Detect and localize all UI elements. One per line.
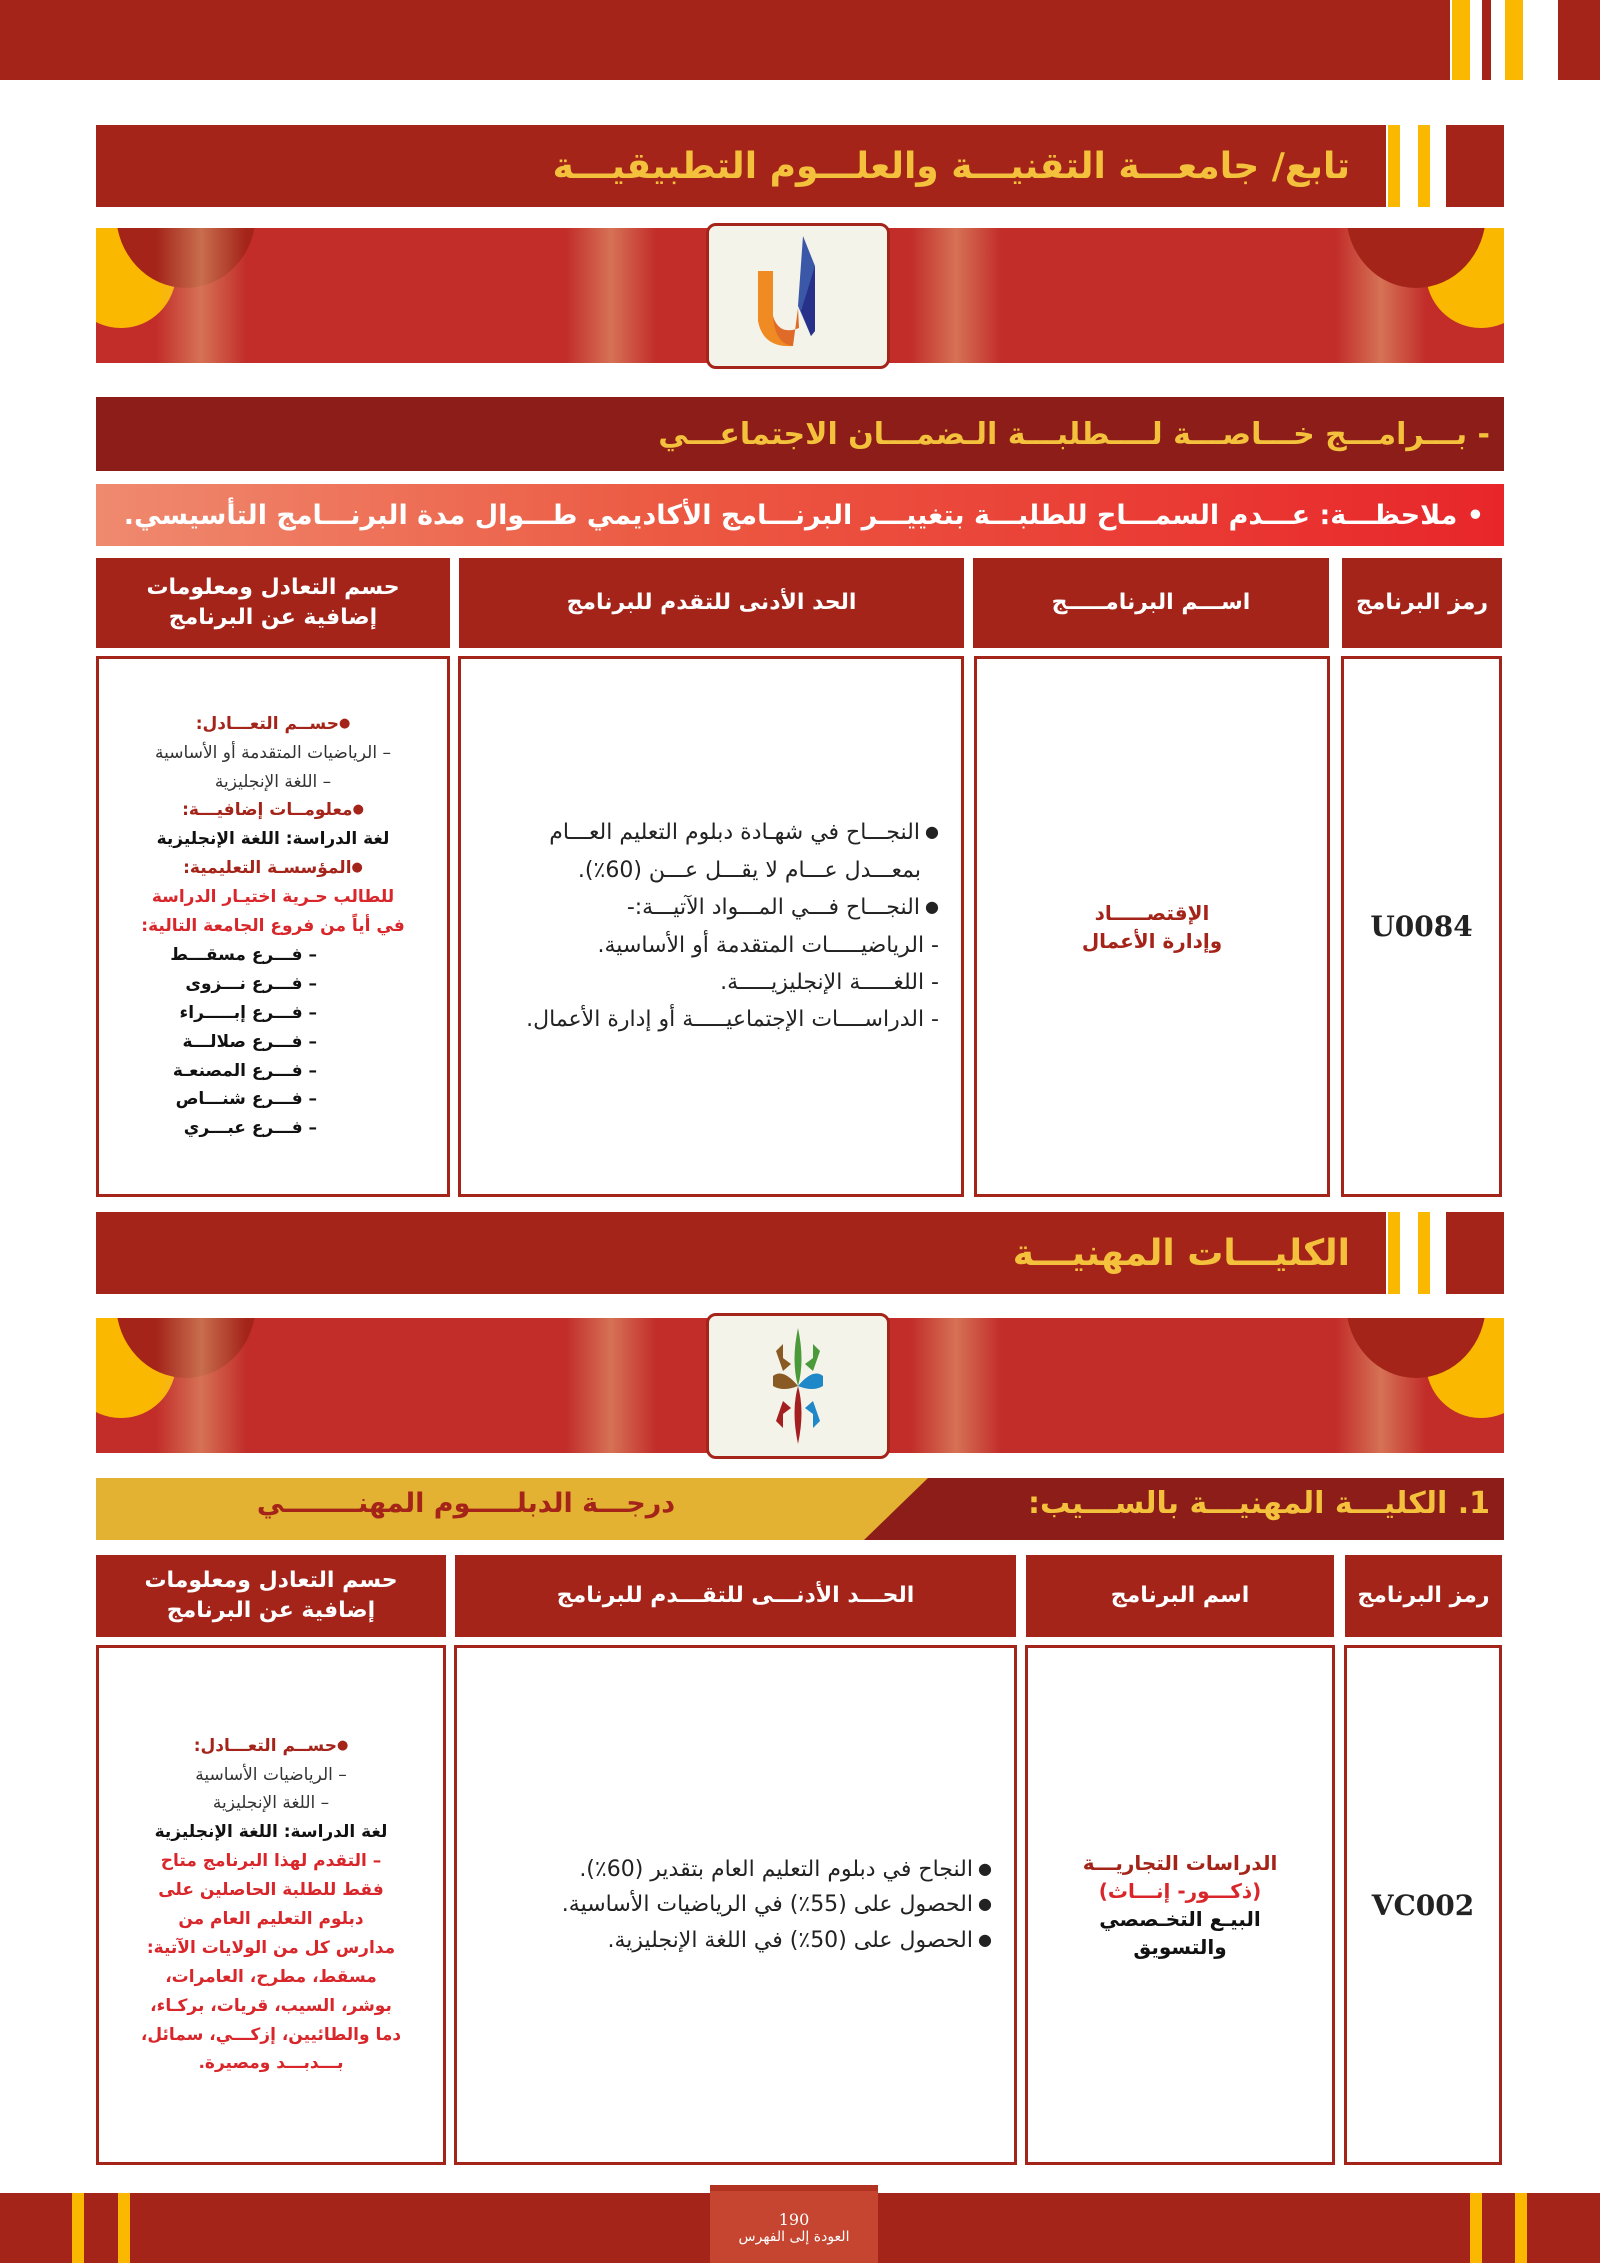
header-label: اســـم البرنامـــــج <box>1051 590 1251 616</box>
program-specialization: والتسويق <box>1133 1935 1227 1959</box>
eligibility-line: بوشر، السيب، قريات، بركـاء، <box>150 1995 392 2016</box>
cell-program-code <box>1344 1645 1502 2165</box>
utas-logo-icon <box>753 236 843 356</box>
institution-text: في أياً من فروع الجامعة التالية: <box>141 916 405 937</box>
college-name: 1. الكليـــة المهنيـــة بالســـيب: <box>1027 1486 1490 1521</box>
tiebreak-item: – الرياضيات المتقدمة أو الأساسية <box>155 742 391 763</box>
footer-gold-stripe <box>1515 2193 1527 2263</box>
cell-program-name <box>1025 1645 1335 2165</box>
header-label: حسم التعادل ومعلومات <box>144 1568 398 1594</box>
section-title: الكليـــات المهنيـــة <box>1012 1232 1350 1274</box>
cell-minimum-requirements <box>458 656 964 1197</box>
program-name-line: الدراسات التجاريـــة <box>1082 1851 1278 1875</box>
branch-item: – فـــرع إبـــــراء <box>179 1002 317 1023</box>
college-heading-bar <box>96 1478 1504 1540</box>
top-gold-stripe <box>1452 0 1470 80</box>
info-block <box>99 1732 443 2079</box>
header-minimum-requirements <box>459 558 964 648</box>
note-text: • ملاحظـــة: عـــدم السمـــاح للطلبـــة بتغييـــر البرنـــامج الأكاديمي طـــوال مدة البرنـــامج التأسيسي. <box>123 499 1484 531</box>
note-banner <box>96 484 1504 546</box>
requirement-item: ● النجـــاح فـــي المـــواد الآتيـــة:- <box>461 889 939 926</box>
header-program-code <box>1345 1555 1502 1637</box>
eligibility-line: دما والطائيين، إزكـــي، سمائل، <box>140 2024 402 2045</box>
university-logo <box>706 223 890 369</box>
degree-title: درجـــة الدبلـــــوم المهنــــــــي <box>256 1488 676 1519</box>
requirement-item: بمعـــدل عـــام لا يقـــل عـــن (60٪). <box>577 857 921 883</box>
header-label: حسم التعادل ومعلومات <box>146 575 400 601</box>
requirements-list <box>457 1852 1014 1958</box>
program-name-line: وإدارة الأعمال <box>1081 928 1223 953</box>
footer-gold-stripe <box>118 2193 130 2263</box>
vocational-colleges-logo <box>706 1313 890 1459</box>
branch-item: – فـــرع صلالـــة <box>182 1031 317 1052</box>
program-code: VC002 <box>1371 1888 1475 1922</box>
header-label: الحـــد الأدنـــى للتقـــدم للبرنامج <box>556 1583 915 1609</box>
requirement-item: - اللغـــــة الإنجليزيـــــة. <box>720 969 939 995</box>
study-language: لغة الدراسة: اللغة الإنجليزية <box>154 1822 388 1843</box>
cell-tiebreak-info <box>96 1645 446 2165</box>
top-band <box>0 0 1450 80</box>
top-gold-stripe <box>1505 0 1523 80</box>
institution-text: للطالب حـرية اختيـار الدراسة <box>151 887 395 908</box>
header-minimum-requirements <box>455 1555 1016 1637</box>
extra-info-title: ● معلومــات إضافيـــة: <box>99 796 447 825</box>
header-label: رمز البرنامج <box>1355 590 1489 616</box>
section-title: تابع/ جامعـــة التقنيـــة والعلـــوم التطبيقيـــة <box>552 145 1350 187</box>
institution-title: ● المؤسسـة التعليمية: <box>99 854 447 883</box>
requirement-item: - الدراســــات الإجتماعيـــــة أو إدارة الأعمال. <box>526 1007 939 1033</box>
requirement-item: ● الحصول على (50٪) في اللغة الإنجليزية. <box>457 1923 992 1958</box>
requirements-list <box>461 814 961 1038</box>
title-gold-stripe <box>1388 1212 1400 1294</box>
cell-minimum-requirements <box>454 1645 1017 2165</box>
footer-gold-stripe <box>1470 2193 1482 2263</box>
tiebreak-item: – اللغة الإنجليزية <box>214 771 332 792</box>
top-band-end <box>1558 0 1600 80</box>
eligibility-line: فقط للطلبة الحاصلين على <box>158 1880 384 1901</box>
header-tiebreak-info <box>96 1555 446 1637</box>
header-label: اسم البرنامج <box>1110 1583 1250 1609</box>
cell-program-name <box>974 656 1330 1197</box>
back-to-index-link[interactable]: العودة إلى الفهرس <box>738 2228 850 2245</box>
footer-gold-stripe <box>72 2193 84 2263</box>
requirement-item: ● النجاح في دبلوم التعليم العام بتقدير (60٪). <box>457 1852 992 1887</box>
info-block <box>99 710 447 1143</box>
subheading-text: - بـــرامـــج خـــاصـــة لــــطلبـــة الـضمـــان الاجتماعـــي <box>658 416 1490 452</box>
header-label: الحد الأدنى للتقدم للبرنامج <box>566 590 857 616</box>
header-label: رمز البرنامج <box>1357 1583 1490 1609</box>
title-bar-end <box>1446 1212 1504 1294</box>
header-label: إضافية عن البرنامج <box>166 1598 376 1623</box>
branch-item: – فـــرع المصنعـة <box>172 1060 317 1081</box>
top-red-stripe <box>1482 0 1491 80</box>
section-title-bar <box>96 1212 1386 1294</box>
page-number: 190 <box>778 2209 810 2229</box>
requirement-item: ● النجـــاح في شهـادة دبلوم التعليم العـــام <box>461 814 939 851</box>
eligibility-line: مسقط، مطرح، العامرات، <box>165 1966 377 1987</box>
header-program-code <box>1342 558 1502 648</box>
special-programs-heading <box>96 397 1504 471</box>
study-language: لغة الدراسة: اللغة الإنجليزية <box>156 829 390 850</box>
title-gold-stripe <box>1418 1212 1430 1294</box>
requirement-item: ● الحصول على (55٪) في الرياضيات الأساسية. <box>457 1887 992 1922</box>
header-label: إضافية عن البرنامج <box>168 605 378 630</box>
eligibility-line: مدارس كل من الولايات الآتية: <box>146 1937 396 1958</box>
title-gold-stripe <box>1418 125 1430 207</box>
tiebreak-item: – اللغة الإنجليزية <box>212 1793 330 1814</box>
branch-item: – فـــرع مسقـــط <box>170 944 317 965</box>
branch-item: – فـــرع نـــزوى <box>185 973 317 994</box>
eligibility-line: بـــدبـــد ومصيرة. <box>198 2053 344 2074</box>
requirement-item: - الرياضيـــــات المتقدمة أو الأساسية. <box>597 932 939 958</box>
branch-item: – فـــرع عبـــري <box>183 1118 317 1139</box>
program-specialization: البيـع التخـصصي <box>1099 1907 1261 1931</box>
tiebreak-title: ● حســم التعـــادل: <box>99 710 447 739</box>
header-program-name <box>1026 1555 1334 1637</box>
section-title-bar <box>96 125 1386 207</box>
eligibility-line: – التقدم لهذا البرنامج متاح <box>160 1851 382 1872</box>
branch-item: – فـــرع شنـــاص <box>175 1089 317 1110</box>
program-gender-note: (ذكـــور- إنـــاث) <box>1098 1879 1262 1903</box>
title-bar-end <box>1446 125 1504 207</box>
cell-tiebreak-info <box>96 656 450 1197</box>
footer-red-stripe <box>96 2193 104 2263</box>
header-tiebreak-info <box>96 558 450 648</box>
title-gold-stripe <box>1388 125 1400 207</box>
footer-page-box[interactable] <box>710 2185 878 2263</box>
eligibility-line: دبلوم التعليم العام من <box>178 1909 364 1929</box>
program-code: U0084 <box>1370 910 1473 943</box>
program-name-line: الإقتصـــــاد <box>1094 900 1210 925</box>
header-program-name <box>973 558 1329 648</box>
vocational-colleges-logo-icon <box>743 1326 853 1446</box>
tiebreak-title: ● حســم التعـــادل: <box>99 1732 443 1761</box>
cell-program-code <box>1341 656 1502 1197</box>
tiebreak-item: – الرياضيات الأساسية <box>195 1764 347 1785</box>
